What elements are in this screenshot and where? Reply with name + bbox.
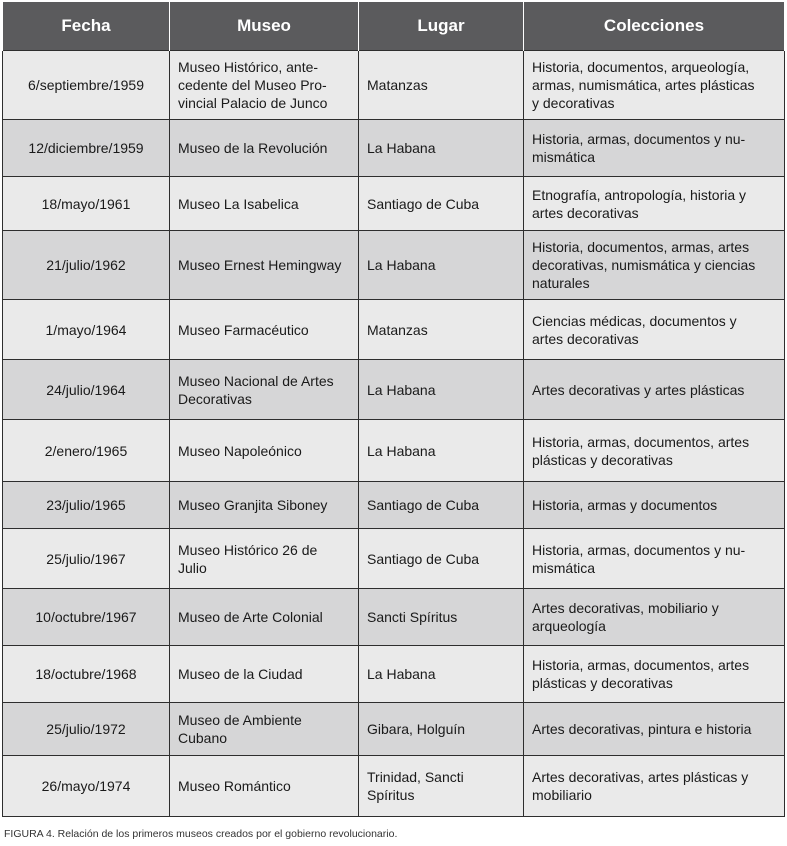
cell-lugar: La Habana xyxy=(359,646,524,703)
table-row xyxy=(3,703,785,756)
cell-fecha: 25/julio/1967 xyxy=(3,529,170,589)
cell-lugar: Santiago de Cuba xyxy=(359,482,524,529)
table-row xyxy=(3,51,785,120)
cell-fecha: 10/octubre/1967 xyxy=(3,589,170,646)
column-header-museo: Museo xyxy=(170,2,359,51)
table-body xyxy=(3,51,785,817)
table-row xyxy=(3,177,785,231)
cell-museo: Museo Histórico, ante- cedente del Museo Pro- vincial Palacio de Junco xyxy=(170,51,359,120)
cell-lugar: La Habana xyxy=(359,231,524,300)
column-header-colecciones: Colecciones xyxy=(524,2,785,51)
cell-museo: Museo Napoleónico xyxy=(170,420,359,482)
column-header-fecha: Fecha xyxy=(3,2,170,51)
cell-museo: Museo de la Revolución xyxy=(170,120,359,177)
cell-colecciones: Artes decorativas, mobiliario y arqueología xyxy=(524,589,785,646)
cell-museo: Museo Ernest Hemingway xyxy=(170,231,359,300)
table-row xyxy=(3,231,785,300)
table-row xyxy=(3,360,785,420)
table-row xyxy=(3,420,785,482)
cell-colecciones: Historia, armas, documentos, artes plásticas y decorativas xyxy=(524,646,785,703)
table-row xyxy=(3,589,785,646)
table-row xyxy=(3,756,785,817)
table-header-row xyxy=(3,2,785,51)
table-row xyxy=(3,646,785,703)
cell-lugar: Santiago de Cuba xyxy=(359,529,524,589)
cell-fecha: 26/mayo/1974 xyxy=(3,756,170,817)
cell-colecciones: Artes decorativas, pintura e historia xyxy=(524,703,785,756)
cell-colecciones: Artes decorativas, artes plásticas y mobiliario xyxy=(524,756,785,817)
table-row xyxy=(3,529,785,589)
cell-museo: Museo Romántico xyxy=(170,756,359,817)
cell-colecciones: Artes decorativas y artes plásticas xyxy=(524,360,785,420)
cell-museo: Museo Nacional de Artes Decorativas xyxy=(170,360,359,420)
cell-fecha: 2/enero/1965 xyxy=(3,420,170,482)
cell-lugar: Matanzas xyxy=(359,51,524,120)
cell-colecciones: Historia, documentos, arqueología, armas, numismática, artes plásticas y decorativas xyxy=(524,51,785,120)
cell-museo: Museo La Isabelica xyxy=(170,177,359,231)
cell-colecciones: Ciencias médicas, documentos y artes decorativas xyxy=(524,300,785,360)
table-row xyxy=(3,120,785,177)
cell-fecha: 1/mayo/1964 xyxy=(3,300,170,360)
cell-lugar: Sancti Spíritus xyxy=(359,589,524,646)
cell-museo: Museo Granjita Siboney xyxy=(170,482,359,529)
table-row xyxy=(3,482,785,529)
cell-fecha: 23/julio/1965 xyxy=(3,482,170,529)
cell-lugar: La Habana xyxy=(359,120,524,177)
cell-fecha: 18/octubre/1968 xyxy=(3,646,170,703)
cell-museo: Museo de la Ciudad xyxy=(170,646,359,703)
museums-table xyxy=(2,2,785,817)
cell-lugar: La Habana xyxy=(359,360,524,420)
cell-lugar: La Habana xyxy=(359,420,524,482)
cell-museo: Museo Farmacéutico xyxy=(170,300,359,360)
cell-fecha: 12/diciembre/1959 xyxy=(3,120,170,177)
cell-colecciones: Historia, armas, documentos y nu- mismática xyxy=(524,120,785,177)
cell-colecciones: Etnografía, antropología, historia y artes decorativas xyxy=(524,177,785,231)
cell-colecciones: Historia, armas, documentos, artes plásticas y decorativas xyxy=(524,420,785,482)
column-header-lugar: Lugar xyxy=(359,2,524,51)
museums-table-container xyxy=(2,2,784,817)
cell-fecha: 6/septiembre/1959 xyxy=(3,51,170,120)
cell-fecha: 21/julio/1962 xyxy=(3,231,170,300)
cell-fecha: 25/julio/1972 xyxy=(3,703,170,756)
table-row xyxy=(3,300,785,360)
cell-lugar: Santiago de Cuba xyxy=(359,177,524,231)
cell-museo: Museo de Arte Colonial xyxy=(170,589,359,646)
figure-caption: FIGURA 4. Relación de los primeros museos creados por el gobierno revolucionario. xyxy=(4,828,398,840)
cell-fecha: 18/mayo/1961 xyxy=(3,177,170,231)
cell-museo: Museo Histórico 26 de Julio xyxy=(170,529,359,589)
cell-museo: Museo de Ambiente Cubano xyxy=(170,703,359,756)
cell-lugar: Matanzas xyxy=(359,300,524,360)
cell-colecciones: Historia, armas, documentos y nu- mismática xyxy=(524,529,785,589)
cell-lugar: Trinidad, Sancti Spíritus xyxy=(359,756,524,817)
cell-colecciones: Historia, armas y documentos xyxy=(524,482,785,529)
cell-fecha: 24/julio/1964 xyxy=(3,360,170,420)
cell-colecciones: Historia, documentos, armas, artes decorativas, numismática y ciencias naturales xyxy=(524,231,785,300)
cell-lugar: Gibara, Holguín xyxy=(359,703,524,756)
